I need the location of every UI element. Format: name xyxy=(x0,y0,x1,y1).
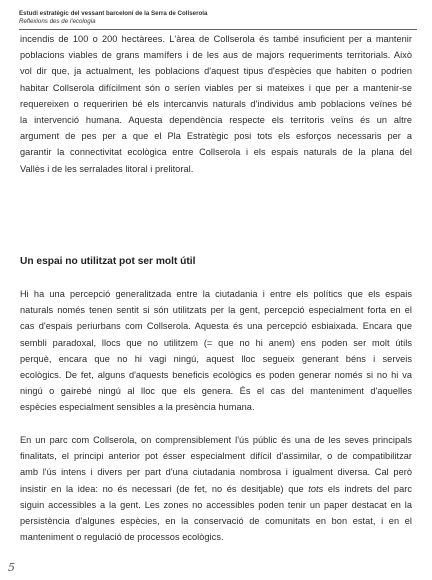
text-line xyxy=(20,481,412,497)
text-line: ningú o gairebé ningú al lloc que els genera. És el cas del manteniment d'aquelles xyxy=(20,386,412,397)
text-line: siguin accessibles a la gent. Les zones no accessibles poden tenir un paper destacat en la xyxy=(20,499,412,510)
text-line: naturals només tenen sentit si són utilitzats per la gent, percepció especialment forta en el xyxy=(20,305,412,316)
header-title: Estudi estratègic del vessant barceloní de la Serra de Collserola xyxy=(19,10,208,17)
text-run: els indrets del parc xyxy=(323,483,412,494)
emphasis-text: tots xyxy=(308,483,324,494)
text-line: En un parc com Collserola, on comprensiblement l'ús públic és una de les seves principals xyxy=(20,435,412,445)
text-line: garantir la connectivitat ecològica entre Collserola i els espais naturals de la plana del xyxy=(20,147,412,158)
text-line: incendis de 100 o 200 hectàrees. L'àrea de Collserola és també insuficient per a mantenir xyxy=(20,34,412,44)
text-line: argument de pes per a que el Pla Estratègic posi tots els esforços necessaris per a xyxy=(20,131,412,142)
paragraph-2 xyxy=(20,286,412,416)
text-line: finalitats, el principi anterior pot ésser especialment difícil d'assimilar, o de compatibilitzar xyxy=(20,451,412,462)
text-line: cas d'espais periurbans com Collserola. Aquesta és una percepció esbiaixada. Encara que xyxy=(20,321,412,332)
text-line: espècies especialment sensibles a la presència humana. xyxy=(20,402,255,413)
paragraph-3 xyxy=(20,432,412,545)
section-heading: Un espai no utilitzat pot ser molt útil xyxy=(20,256,196,267)
text-line: habitar Collserola difícilment són o seríen viables per si mateixes i que per a mantenir-se xyxy=(20,82,412,93)
text-run: insistir en la idea: no és necessari (de fet, no és desitjable) que xyxy=(20,483,309,494)
header-rule xyxy=(19,29,417,30)
header-subtitle: Reflexions des de l'ecologia xyxy=(19,18,96,25)
text-line: manteniment o regulació de processos ecològics. xyxy=(20,532,224,543)
text-line: la intervenció humana. Aquesta dependència respecte els territoris veïns és un altre xyxy=(20,115,412,126)
text-line: vol dir que, ja actualment, les poblacions d'aquest tipus d'espècies que habiten o podrien xyxy=(20,66,412,77)
text-line: requereixen o requeririen bé els intercanvis naturals d'individus amb poblacions veïnes bé xyxy=(20,98,412,109)
text-line: persistència d'algunes espècies, en la conservació de comunitats en bon estat, i en el xyxy=(20,516,412,527)
text-line: sembli paradoxal, llocs que no utilitzem (= que no hi anem) ens poden ser molt útils xyxy=(20,337,412,348)
text-line: perquè, encara que no hi vagi ningú, aquest lloc segueix generant béns i serveis xyxy=(20,353,412,364)
page-number: 5 xyxy=(8,561,15,574)
text-line: poblacions viables de grans mamífers i de les aus de majors requeriments territorials. Això xyxy=(20,50,412,61)
text-line: Hi ha una percepció generalitzada entre la ciutadania i entre els polítics que els espais xyxy=(20,289,412,299)
text-line: ecològics. De fet, alguns d'aquests beneficis ecològics es poden generar només si no hi va xyxy=(20,370,412,381)
paragraph-1 xyxy=(20,31,412,177)
running-header xyxy=(19,10,419,26)
text-line: Vallès i de les serralades litoral i prelitoral. xyxy=(20,163,194,174)
text-line: amb l'ús intens i divers per part d'una ciutadania nombrosa i igualment diversa. Cal però xyxy=(20,467,412,478)
